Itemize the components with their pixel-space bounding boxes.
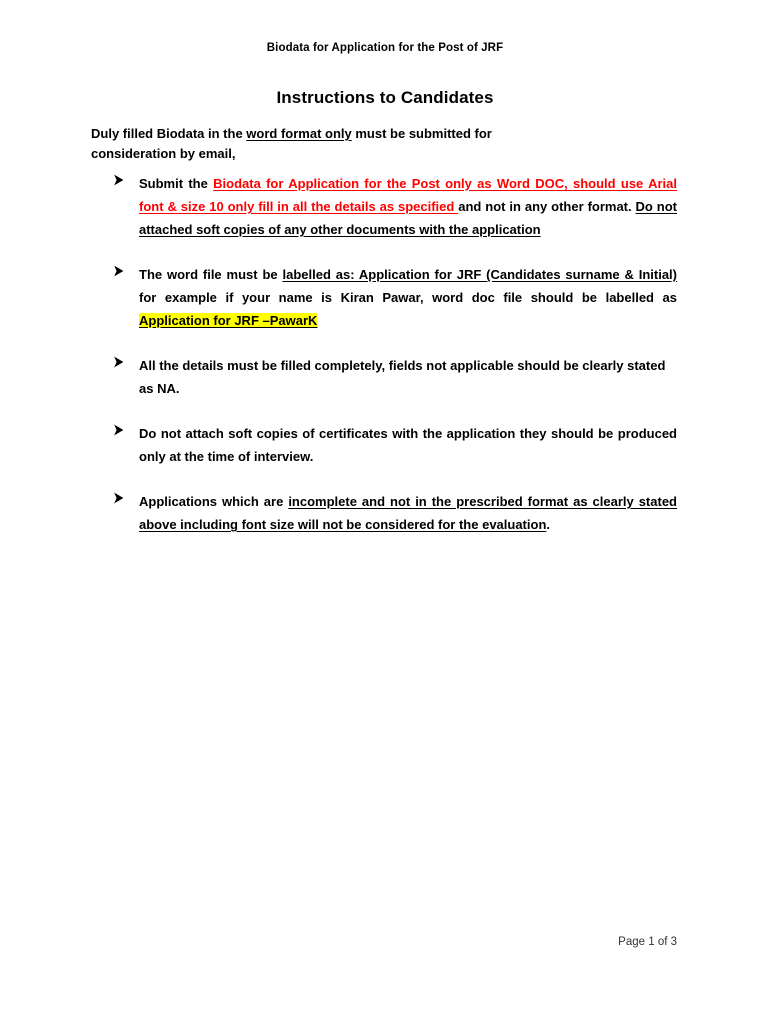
arrowhead-right-icon: [112, 173, 126, 187]
intro-paragraph: [91, 124, 677, 164]
list-item-text: [139, 172, 677, 241]
document-heading: Instructions to Candidates: [276, 88, 494, 107]
list-item: [91, 263, 677, 332]
bullet1-run1: Submit the: [139, 176, 214, 191]
bullet5-run3: .: [546, 517, 551, 532]
arrowhead-right-icon: [112, 264, 126, 278]
intro-text-part2: must be submitted for: [351, 126, 492, 141]
list-item: [91, 172, 677, 241]
bullet2-run3: for example if your name is Kiran Pawar, word doc file should be labelled as: [139, 290, 677, 305]
arrowhead-right-icon: [112, 423, 126, 437]
list-item-text: Do not attach soft copies of certificates with the application they should be produced only at the time of interview.: [139, 426, 677, 464]
intro-text-part1: Duly filled Biodata in the: [91, 126, 247, 141]
arrowhead-right-icon: [112, 355, 126, 369]
list-item-text: [139, 263, 677, 332]
bullet2-underline-emphasis: labelled as: Application for JRF (Candidates surname & Initial): [282, 267, 677, 282]
intro-text-line2: consideration by email,: [91, 146, 236, 161]
intro-emphasis-word-format-only: word format only: [246, 126, 352, 141]
bullet5-underline-emphasis: incomplete and not in the prescribed format as clearly stated above including font size will not be considered for the evaluation: [139, 494, 677, 532]
list-item: [91, 422, 677, 468]
list-item: [91, 354, 677, 400]
bullet2-run1: The word file must be: [139, 267, 283, 282]
bullet2-highlighted-filename: Application for JRF –PawarK: [139, 313, 318, 328]
arrowhead-right-icon: [112, 491, 126, 505]
list-item-text: [139, 490, 677, 536]
document-title: Biodata for Application for the Post of JRF: [266, 42, 504, 54]
instructions-list: [91, 172, 677, 536]
bullet1-run3: and not in any other format.: [458, 199, 636, 214]
bullet1-underline-emphasis: Do not attached soft copies of any other documents with the application: [139, 199, 677, 237]
page-footer: Page 1 of 3: [618, 936, 677, 948]
list-item-text: All the details must be filled completely, fields not applicable should be clearly stated as NA.: [139, 358, 666, 396]
list-item: [91, 490, 677, 536]
bullet5-run1: Applications which are: [139, 494, 289, 509]
bullet1-red-emphasis: Biodata for Application for the Post only as Word DOC, should use Arial font & size 10 only fill in all the details as specified: [139, 176, 677, 214]
